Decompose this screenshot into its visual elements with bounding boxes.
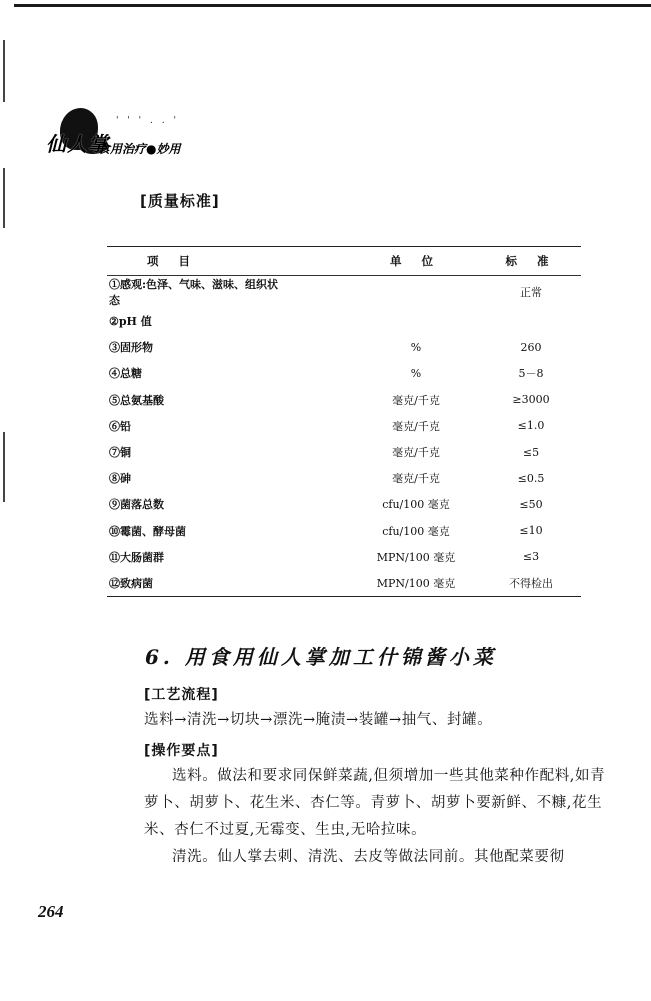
cell-unit: 毫克/千克 [392,472,440,486]
cell-unit: MPN/100 毫克 [376,550,456,564]
logo-subtitle: 食用治疗●妙用 [98,142,181,156]
section-title: 6. 用食用仙人掌加工什锦酱小菜 [145,645,497,669]
column-header-standard: 标 准 [481,247,581,276]
cell-item: ⑤总氨基酸 [109,393,164,407]
cell-standard: ≤5 [522,445,540,459]
cell-unit: cfu/100 毫克 [382,524,450,538]
cell-standard: ≤0.5 [517,471,545,485]
cell-unit: % [410,340,422,354]
cell-unit [281,276,481,309]
cell-standard: ≤1.0 [517,419,545,433]
cell-item: ④总糖 [109,367,142,381]
scan-edge-mark [3,40,5,102]
table-row [107,387,581,413]
cell-item: ②pH 值 [109,315,152,329]
cell-standard: 5－8 [518,367,544,381]
table-row [107,413,581,439]
cell-item: ⑥铅 [109,419,131,433]
cell-standard [481,308,581,334]
cell-item: ③固形物 [109,341,153,355]
body-text [144,763,614,871]
cell-unit [281,308,481,334]
book-logo [38,106,208,166]
quality-standards-table [107,246,581,597]
table-row [107,308,581,334]
cell-item: ⑧砷 [109,472,131,486]
table-row [107,544,581,570]
cell-standard: 260 [520,340,542,354]
cell-item: ⑦铜 [109,446,131,460]
paragraph: 清洗。仙人掌去刺、清洗、去皮等做法同前。其他配菜要彻 [172,849,565,865]
cell-item: ⑩霉菌、酵母菌 [109,524,186,538]
cell-unit: 毫克/千克 [392,446,440,460]
table-row [107,439,581,465]
cell-item: ⑪大肠菌群 [109,550,164,564]
cell-standard: ≤10 [519,524,543,538]
page-number: 264 [38,902,64,921]
table-row [107,360,581,386]
cell-standard: ≥3000 [512,393,550,407]
cell-standard: ≤50 [519,497,543,511]
cell-standard: 不得检出 [509,576,553,590]
cell-item: ⑫致病菌 [109,576,153,590]
column-header-unit: 单 位 [281,247,481,276]
table-row [107,465,581,491]
cell-standard: ≤3 [522,550,540,564]
column-header-item: 项 目 [107,247,281,276]
top-rule [14,4,651,7]
table-header-row [107,247,581,276]
table-row [107,334,581,360]
logo-decoration: ' ' ' . . ' [116,116,179,126]
cell-unit: MPN/100 毫克 [376,576,456,590]
logo-title: 仙人掌 [46,132,109,156]
cell-unit: cfu/100 毫克 [382,498,450,512]
cell-item: ①感观:色泽、气味、滋味、组织状态 [109,278,279,307]
cell-unit: 毫克/千克 [392,393,440,407]
cell-standard: 正常 [520,286,542,299]
scan-edge-mark [3,168,5,228]
paragraph: 选料。做法和要求同保鲜菜蔬,但须增加一些其他菜种作配料,如青萝卜、胡萝卜、花生米、杏仁等。青萝卜、胡萝卜要新鲜、不糠,花生米、杏仁不过夏,无霉变、生虫,无哈拉味。 [144,768,606,838]
table-row [107,570,581,597]
table-row [107,491,581,517]
cell-unit: 毫克/千克 [392,419,440,433]
subheading-operation-points: [操作要点] [144,743,219,759]
cell-item: ⑨菌落总数 [109,498,164,512]
process-flow-text: 选料→清洗→切块→漂洗→腌渍→装罐→抽气、封罐。 [144,712,493,728]
scan-edge-mark [3,432,5,502]
subheading-process: [工艺流程] [144,687,219,703]
section-heading-quality: [质量标准] [140,192,220,210]
table-row [107,276,581,309]
cell-unit: % [410,366,422,380]
table-row [107,518,581,544]
